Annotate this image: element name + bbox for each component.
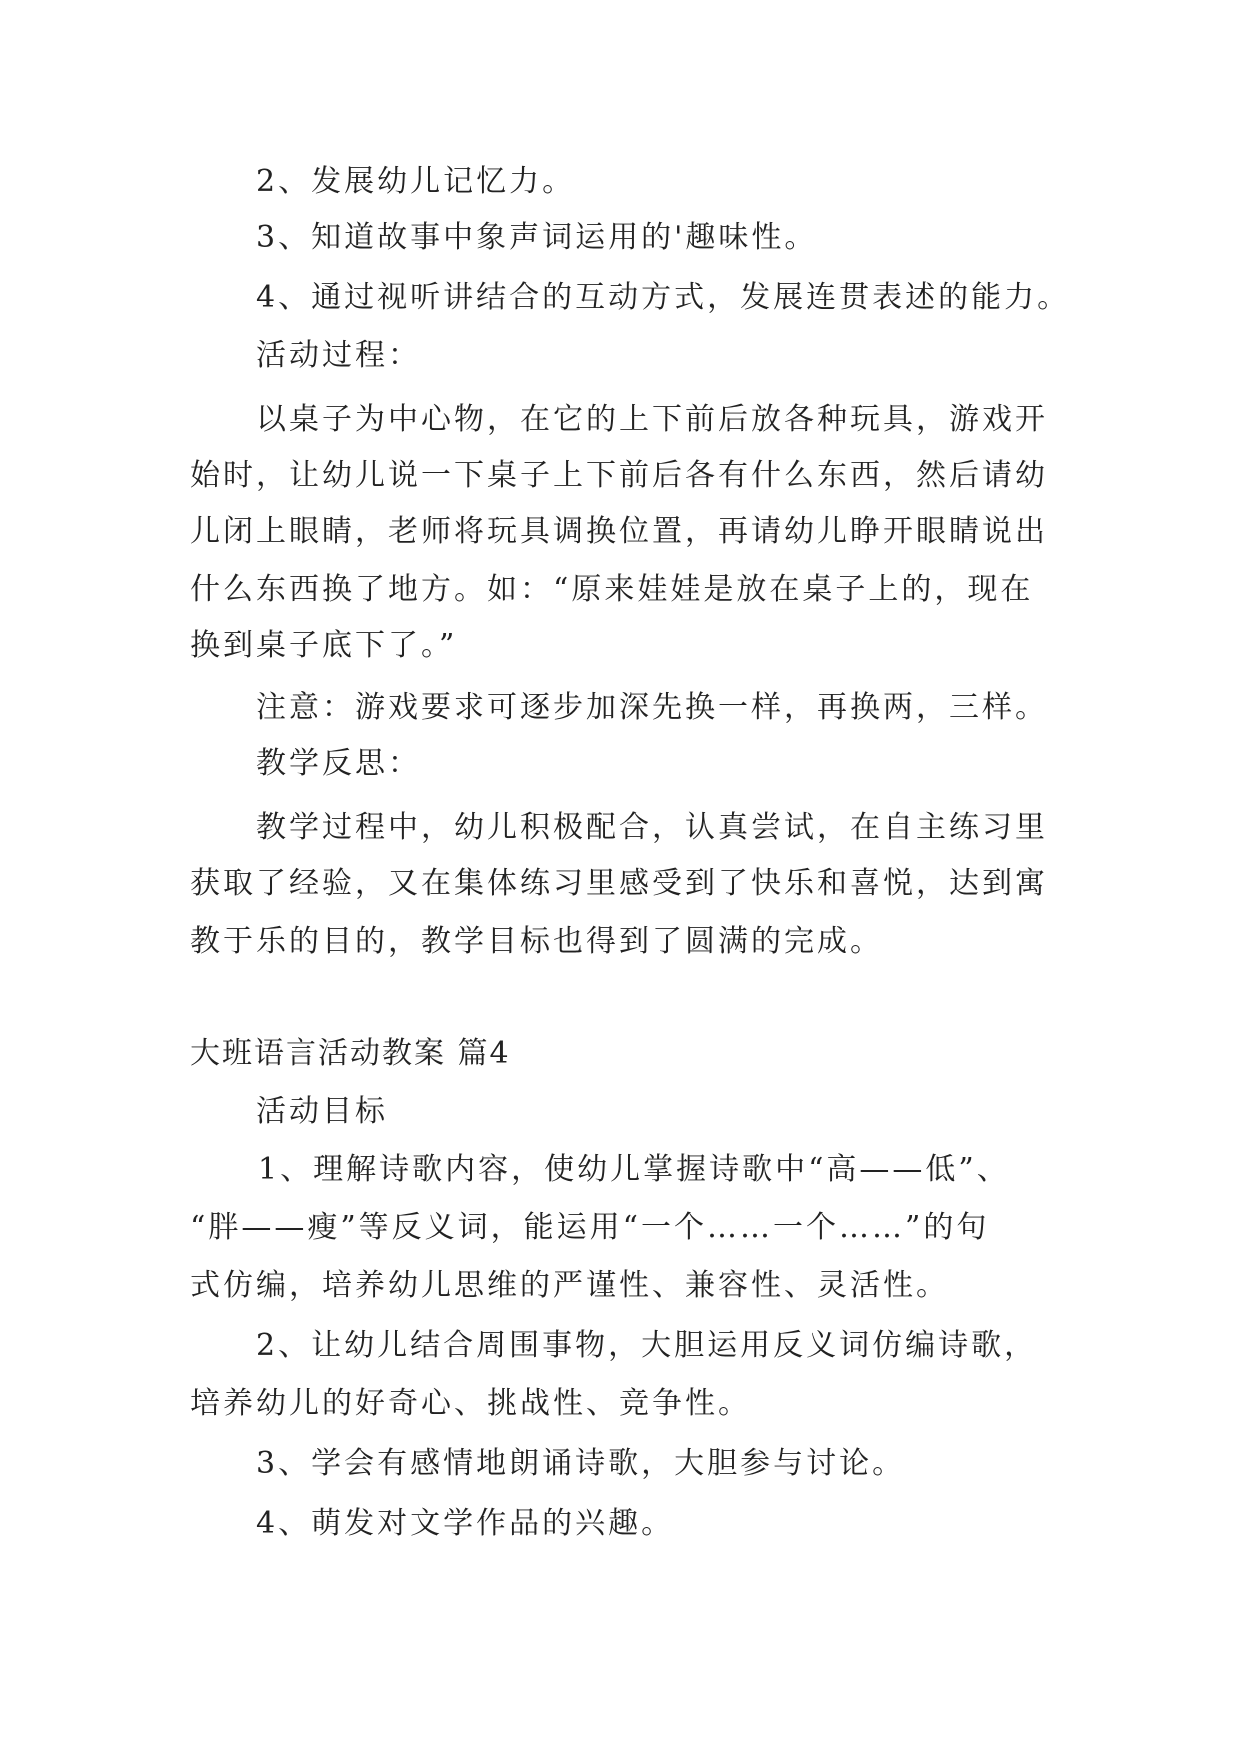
paragraph-line: 换到桌子底下了。” (190, 628, 458, 663)
section-heading-objectives: 活动目标 (256, 1094, 388, 1129)
objective-1-line: 式仿编，培养幼儿思维的严谨性、兼容性、灵活性。 (190, 1268, 949, 1303)
objective-3-line: 3、学会有感情地朗诵诗歌，大胆参与讨论。 (256, 1446, 906, 1481)
objective-3: 3、知道故事中象声词运用的'趣味性。 (256, 220, 818, 255)
chapter-title: 大班语言活动教案 篇4 (190, 1036, 511, 1071)
paragraph-line: 教于乐的目的，教学目标也得到了圆满的完成。 (190, 924, 883, 959)
objective-4-line: 4、萌发对文学作品的兴趣。 (256, 1506, 675, 1541)
objective-2-line: 2、让幼儿结合周围事物，大胆运用反义词仿编诗歌， (256, 1328, 1038, 1363)
paragraph-line: 获取了经验，又在集体练习里感受到了快乐和喜悦，达到寓 (190, 866, 1048, 901)
objective-4: 4、通过视听讲结合的互动方式，发展连贯表述的能力。 (256, 280, 1071, 315)
objective-2: 2、发展幼儿记忆力。 (256, 164, 576, 199)
note-line: 注意：游戏要求可逐步加深先换一样，再换两，三样。 (256, 690, 1048, 725)
paragraph-line: 始时，让幼儿说一下桌子上下前后各有什么东西，然后请幼 (190, 458, 1048, 493)
objective-1-line: “胖——瘦”等反义词，能运用“一个……一个……”的句 (190, 1210, 990, 1245)
section-heading-activity-process: 活动过程： (256, 338, 421, 373)
paragraph-line: 教学过程中，幼儿积极配合，认真尝试，在自主练习里 (256, 810, 1048, 845)
paragraph-line: 什么东西换了地方。如：“原来娃娃是放在桌子上的，现在 (190, 572, 1034, 607)
section-heading-reflection: 教学反思： (256, 746, 421, 781)
paragraph-line: 以桌子为中心物，在它的上下前后放各种玩具，游戏开 (256, 402, 1048, 437)
paragraph-line: 儿闭上眼睛，老师将玩具调换位置，再请幼儿睁开眼睛说出 (190, 514, 1048, 549)
objective-1-line: 1、理解诗歌内容，使幼儿掌握诗歌中“高——低”、 (258, 1152, 1010, 1187)
objective-2-line: 培养幼儿的好奇心、挑战性、竞争性。 (190, 1386, 751, 1421)
